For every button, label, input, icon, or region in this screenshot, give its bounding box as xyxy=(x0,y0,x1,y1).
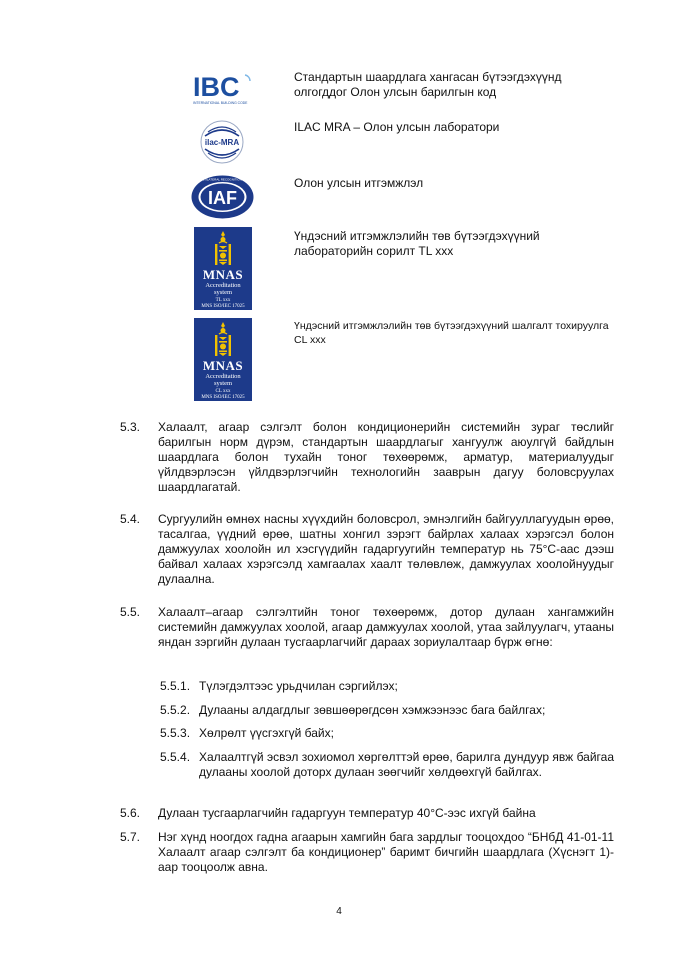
mnas-accreditation: Accreditation xyxy=(205,282,241,289)
ibc-logo xyxy=(193,72,251,106)
mnas-tl-logo xyxy=(194,227,252,310)
mnas-tl-description: Үндэсний итгэмжлэлийн төв бүтээгдэхүүний лабораторийн сорилт TL xxx xyxy=(294,229,540,258)
mnas-word: MNAS xyxy=(202,267,244,282)
mnas-standard: MNS ISO/IEC 17025 xyxy=(201,395,245,400)
page-number: 4 xyxy=(336,906,342,917)
mnas-cl-description: Үндэсний итгэмжлэлийн төв бүтээгдэхүүний шалгалт тохируулга CL xxx xyxy=(294,320,609,346)
mnas-accreditation: Accreditation xyxy=(205,373,241,380)
subitem-text: Хөлрөлт үүсгэхгүй байх; xyxy=(199,726,334,740)
subitem-text: Түлэгдэлтээс урьдчилан сэргийлэх; xyxy=(199,679,398,693)
ilac-description: ILAC MRA – Олон улсын лаборатори xyxy=(294,120,500,134)
soyombo-icon xyxy=(215,231,231,265)
subitem-number: 5.5.3. xyxy=(160,726,191,740)
item-number: 5.6. xyxy=(120,806,141,820)
item-number: 5.4. xyxy=(120,512,141,526)
iaf-mark: IAF xyxy=(208,188,237,208)
soyombo-icon xyxy=(215,322,231,356)
mnas-word: MNAS xyxy=(202,358,244,373)
iaf-description: Олон улсын итгэмжлэл xyxy=(294,176,424,190)
item-number: 5.3. xyxy=(120,420,141,434)
subitem-number: 5.5.4. xyxy=(160,750,191,764)
mnas-code: TL xxx xyxy=(215,298,231,303)
item-text: Халаалт–агаар сэлгэлтийн тоног төхөөрөмж, дотор дулаан хангамжийн системийн дамжуулах хоолой, агаар дамжуулах хоолой, утаа зайлуулагч, утааны яндан зэргийн дулаан тусгаарлагчийг дараах зориулалтаар бүрж өгнө: xyxy=(158,605,614,649)
mnas-system: system xyxy=(213,380,233,387)
iaf-logo xyxy=(179,174,266,220)
iaf-ring-text: MEMBER OF MULTILATERAL RECOGNITION ARRANGEMENT xyxy=(179,177,266,182)
mnas-cl-logo xyxy=(194,318,252,401)
item-number: 5.5. xyxy=(120,605,141,619)
ibc-caption: INTERNATIONAL BUILDING CODE xyxy=(193,101,248,105)
ibc-mark: IBC xyxy=(193,72,240,102)
item-text: Сургуулийн өмнөх насны хүүхдийн боловсрол, эмнэлгийн байгууллагуудын өрөө, тасалгаа, үүдний өрөө, шатны хонгил зэрэгт байрлах халаах хэрэгсэл болон дамжуулах хоолойн ил хэсгүүдийн гадаргуугийн температур нь 75°С-аас дээш байвал халаах хэрэгсэлд хамгаалах хаалт төлөвлөж, дамжуулах хоолойнуудыг дулаална. xyxy=(158,512,614,586)
item-text: Дулаан тусгаарлагчийн гадаргуун температур 40°С-ээс ихгүй байна xyxy=(158,806,536,820)
ilac-mark: ilac-MRA xyxy=(204,138,240,147)
subitem-text: Дулааны алдагдлыг зөвшөөрөгдсөн хэмжээнээс бага байлгах; xyxy=(199,703,546,717)
subitem-text: Халаалтгүй эсвэл зохиомол хөргөлттэй өрөө, барилга дундуур явж байгаа дулааны хоолой доторх дулаан зөөгчийг хөлдөөхгүй байлгах. xyxy=(199,750,614,779)
ibc-description: Стандартын шаардлага хангасан бүтээгдэхүүнд олгогддог Олон улсын барилгын код xyxy=(294,70,562,99)
subitem-number: 5.5.1. xyxy=(160,679,191,693)
item-number: 5.7. xyxy=(120,830,141,844)
mnas-standard: MNS ISO/IEC 17025 xyxy=(201,304,245,309)
mnas-code: CL xxx xyxy=(215,389,231,394)
mnas-system: system xyxy=(213,289,233,296)
item-text: Нэг хүнд ноогдох гадна агаарын хамгийн бага зардлыг тооцохдоо “БНбД 41-01-11 Халаалт агаар сэлгэлт ба кондиционер” баримт бичгийн шаардлага (Хүснэгт 1)-аар тооцоолж авна. xyxy=(158,830,614,874)
subitem-number: 5.5.2. xyxy=(160,703,191,717)
ilac-mra-logo xyxy=(196,118,248,166)
item-text: Халаалт, агаар сэлгэлт болон кондиционерийн системийн зураг төслийг барилгын норм дүрэм, стандартын шаардлагыг хангуулж аюулгүй байдлын шаардлага болон тухайн тоног төхөөрөмж, арматур, материалуудыг үйлдвэрлэсэн үйлдвэрлэгчийн технологийн зааврын дагуу боловсруулах шаардлагатай. xyxy=(158,420,614,494)
